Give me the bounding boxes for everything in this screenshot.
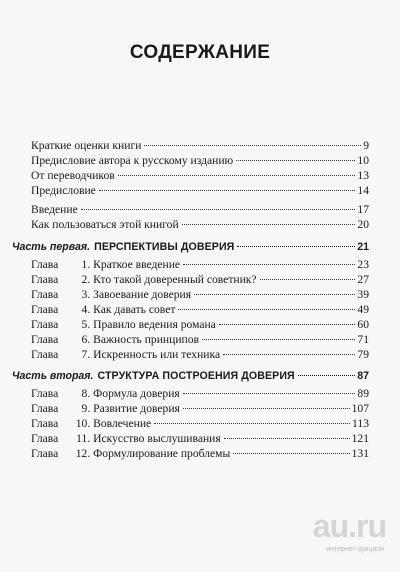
dot-leader	[183, 393, 356, 394]
toc-entry	[31, 218, 369, 232]
chapter-page: 89	[357, 387, 369, 400]
chapter-page: 71	[357, 333, 369, 346]
toc-entry-label: От переводчиков	[31, 169, 115, 182]
chapter-page: 79	[357, 348, 369, 361]
chapter-number: 10.	[75, 417, 91, 430]
chapter-prefix: Глава	[31, 432, 59, 445]
chapter-title: Важность принципов	[93, 333, 200, 346]
chapter-prefix: Глава	[31, 303, 59, 316]
toc-entry-page: 17	[357, 203, 369, 216]
dot-leader	[182, 224, 356, 225]
dot-leader	[81, 209, 356, 210]
dot-leader	[219, 324, 356, 325]
chapter-number: 3.	[81, 288, 91, 301]
chapter-entry	[31, 402, 369, 416]
chapter-prefix: Глава	[31, 333, 59, 346]
chapter-entry	[31, 288, 369, 302]
chapter-entry	[31, 432, 369, 446]
chapter-page: 60	[357, 318, 369, 331]
part-title: ПЕРСПЕКТИВЫ ДОВЕРИЯ	[94, 241, 235, 253]
page-title: СОДЕРЖАНИЕ	[129, 42, 271, 63]
chapter-title: Кто такой доверенный советник?	[93, 273, 257, 286]
chapter-title: Искусство выслушивания	[93, 432, 221, 445]
dot-leader	[224, 438, 350, 439]
chapter-entry	[31, 318, 369, 332]
chapter-number: 11.	[76, 432, 91, 445]
dot-leader	[99, 190, 356, 191]
chapter-page: 107	[351, 402, 369, 415]
toc-entry-page: 13	[357, 169, 369, 182]
toc-entry	[31, 184, 369, 198]
chapter-number: 9.	[81, 402, 91, 415]
chapter-prefix: Глава	[31, 318, 59, 331]
toc-entry-label: Предисловие автора к русскому изданию	[31, 154, 234, 167]
chapter-prefix: Глава	[31, 417, 59, 430]
toc-entry-label: Предисловие	[31, 184, 96, 197]
chapter-title: Краткое введение	[93, 258, 181, 271]
site-watermark-caption: интернет-аукцион	[326, 546, 384, 553]
chapter-title: Формула доверия	[93, 387, 180, 400]
chapter-page: 27	[357, 273, 369, 286]
dot-leader	[183, 408, 350, 409]
dot-leader	[237, 246, 355, 247]
chapter-title: Вовлечение	[93, 417, 152, 430]
part-label: Часть первая.	[12, 241, 91, 253]
toc-entry-page: 20	[357, 218, 369, 231]
dot-leader	[202, 339, 355, 340]
chapter-entry	[31, 387, 369, 401]
chapter-page: 121	[351, 432, 369, 445]
chapter-prefix: Глава	[31, 447, 59, 460]
chapter-number: 5.	[81, 318, 91, 331]
chapter-prefix: Глава	[31, 348, 59, 361]
dot-leader	[223, 354, 355, 355]
chapter-entry	[31, 303, 369, 317]
toc-entry	[31, 139, 369, 153]
chapter-page: 49	[357, 303, 369, 316]
toc-entry-label: Краткие оценки книги	[31, 139, 142, 152]
chapter-entry	[31, 273, 369, 287]
chapter-title: Развитие доверия	[93, 402, 180, 415]
site-watermark: au.ru	[312, 508, 386, 544]
chapter-entry	[31, 333, 369, 347]
chapter-prefix: Глава	[31, 258, 59, 271]
chapter-page: 23	[357, 258, 369, 271]
chapter-number: 7.	[81, 348, 91, 361]
toc-entry-page: 14	[357, 184, 369, 197]
chapter-entry	[31, 447, 369, 461]
dot-leader	[118, 175, 356, 176]
chapter-number: 12.	[75, 447, 91, 460]
chapter-number: 4.	[81, 303, 91, 316]
dot-leader	[178, 309, 355, 310]
chapter-prefix: Глава	[31, 273, 59, 286]
dot-leader	[298, 375, 355, 376]
chapter-number: 6.	[81, 333, 91, 346]
dot-leader	[194, 294, 355, 295]
chapter-prefix: Глава	[31, 402, 59, 415]
chapter-title: Как давать совет	[93, 303, 176, 316]
chapter-number: 8.	[81, 387, 91, 400]
chapter-prefix: Глава	[31, 288, 59, 301]
toc-entry-page: 9	[363, 139, 369, 152]
dot-leader	[233, 453, 349, 454]
toc-entry	[31, 169, 369, 183]
chapter-page: 39	[357, 288, 369, 301]
dot-leader	[236, 160, 355, 161]
chapter-entry	[31, 258, 369, 272]
part-page: 87	[357, 370, 369, 382]
part-title: СТРУКТУРА ПОСТРОЕНИЯ ДОВЕРИЯ	[97, 370, 295, 382]
chapter-prefix: Глава	[31, 387, 59, 400]
chapter-title: Правило ведения романа	[93, 318, 216, 331]
dot-leader	[144, 145, 361, 146]
chapter-title: Завоевание доверия	[93, 288, 192, 301]
chapter-page: 113	[352, 417, 369, 430]
toc-entry-label: Как пользоваться этой книгой	[31, 218, 179, 231]
chapter-number: 1.	[81, 258, 91, 271]
chapter-page: 131	[351, 447, 369, 460]
chapter-entry	[31, 348, 369, 362]
dot-leader	[183, 264, 355, 265]
part-label: Часть вторая.	[12, 370, 94, 382]
toc-entry	[31, 203, 369, 217]
chapter-entry	[31, 417, 369, 431]
chapter-title: Формулирование проблемы	[93, 447, 231, 460]
part-heading	[12, 369, 369, 383]
toc-entry-page: 10	[357, 154, 369, 167]
toc-entry	[31, 154, 369, 168]
toc-entry-label: Введение	[31, 203, 78, 216]
dot-leader	[260, 279, 356, 280]
chapter-title: Искренность или техника	[93, 348, 221, 361]
part-heading	[12, 240, 369, 254]
dot-leader	[154, 423, 350, 424]
chapter-number: 2.	[81, 273, 91, 286]
part-page: 21	[357, 241, 369, 253]
